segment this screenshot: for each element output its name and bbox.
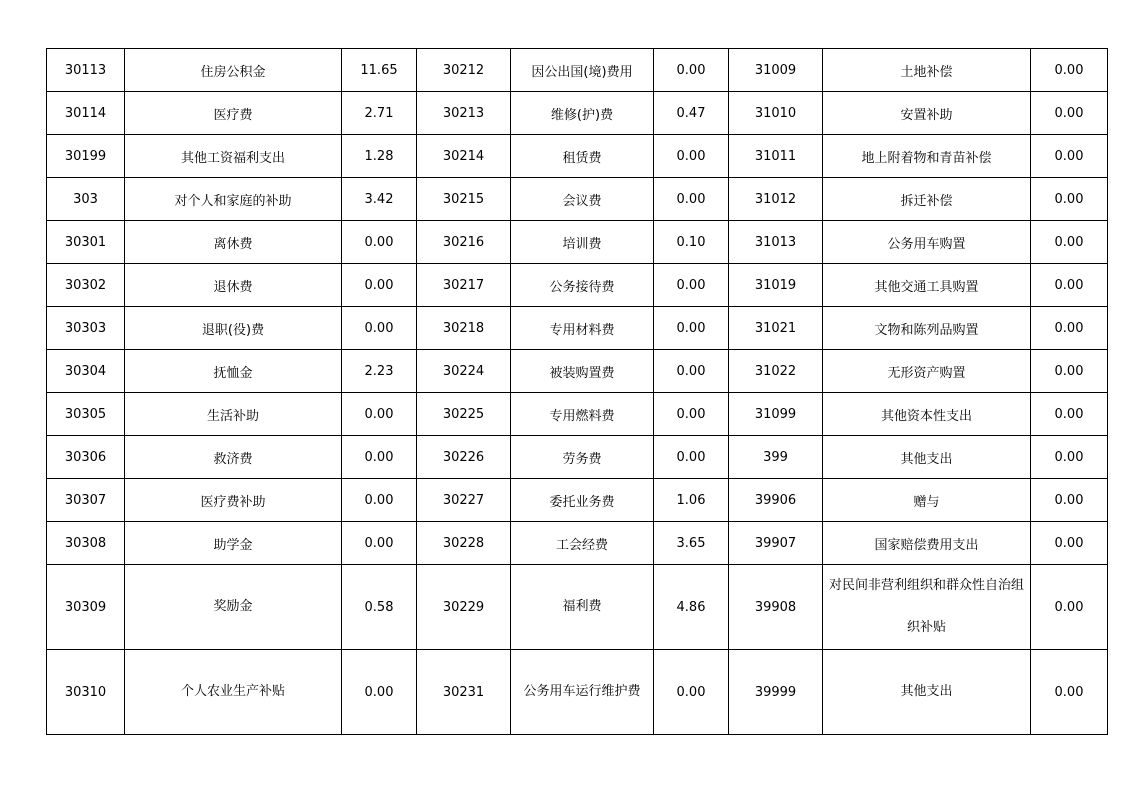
- amount-3: 0.00: [1031, 221, 1108, 264]
- subject-name-1: 医疗费补助: [125, 479, 342, 522]
- amount-1: 0.00: [342, 650, 417, 735]
- subject-code-2: 30225: [417, 393, 511, 436]
- subject-code-1: 30310: [47, 650, 125, 735]
- subject-name-2: 专用材料费: [511, 307, 654, 350]
- subject-name-3: 无形资产购置: [823, 350, 1031, 393]
- subject-code-3: 39908: [729, 565, 823, 650]
- subject-name-1: 离休费: [125, 221, 342, 264]
- table-body: [47, 49, 1108, 735]
- amount-2: 0.10: [654, 221, 729, 264]
- amount-3: 0.00: [1031, 307, 1108, 350]
- amount-1: 2.23: [342, 350, 417, 393]
- table-row: [47, 135, 1108, 178]
- table-row: [47, 178, 1108, 221]
- amount-3: 0.00: [1031, 264, 1108, 307]
- subject-name-3: 安置补助: [823, 92, 1031, 135]
- subject-name-1: 奖励金: [125, 565, 342, 650]
- subject-name-1: 医疗费: [125, 92, 342, 135]
- subject-name-2: 公务接待费: [511, 264, 654, 307]
- amount-1: 0.00: [342, 307, 417, 350]
- table-row: [47, 436, 1108, 479]
- subject-code-3: 31019: [729, 264, 823, 307]
- subject-name-2: 劳务费: [511, 436, 654, 479]
- table-row: [47, 307, 1108, 350]
- subject-name-3: 文物和陈列品购置: [823, 307, 1031, 350]
- subject-name-1: 住房公积金: [125, 49, 342, 92]
- subject-code-2: 30224: [417, 350, 511, 393]
- subject-name-2: 工会经费: [511, 522, 654, 565]
- subject-code-2: 30231: [417, 650, 511, 735]
- subject-name-3: 赠与: [823, 479, 1031, 522]
- subject-code-2: 30226: [417, 436, 511, 479]
- amount-2: 0.00: [654, 49, 729, 92]
- subject-name-1: 其他工资福利支出: [125, 135, 342, 178]
- subject-code-3: 31013: [729, 221, 823, 264]
- subject-code-1: 30199: [47, 135, 125, 178]
- table-row: [47, 92, 1108, 135]
- amount-2: 0.00: [654, 393, 729, 436]
- amount-2: 0.00: [654, 350, 729, 393]
- subject-name-2: 培训费: [511, 221, 654, 264]
- amount-3: 0.00: [1031, 436, 1108, 479]
- subject-name-2: 公务用车运行维护费: [511, 650, 654, 735]
- subject-code-3: 399: [729, 436, 823, 479]
- amount-1: 1.28: [342, 135, 417, 178]
- table-row: [47, 221, 1108, 264]
- subject-name-2: 被装购置费: [511, 350, 654, 393]
- subject-code-1: 30306: [47, 436, 125, 479]
- subject-code-2: 30217: [417, 264, 511, 307]
- amount-2: 0.00: [654, 264, 729, 307]
- subject-name-1: 抚恤金: [125, 350, 342, 393]
- budget-expenditure-table: [46, 48, 1108, 735]
- subject-name-1: 对个人和家庭的补助: [125, 178, 342, 221]
- amount-1: 0.58: [342, 565, 417, 650]
- amount-2: 0.00: [654, 436, 729, 479]
- amount-1: 0.00: [342, 393, 417, 436]
- subject-code-3: 31009: [729, 49, 823, 92]
- amount-2: 0.00: [654, 650, 729, 735]
- amount-3: 0.00: [1031, 350, 1108, 393]
- subject-name-1: 退职(役)费: [125, 307, 342, 350]
- subject-code-3: 39999: [729, 650, 823, 735]
- amount-3: 0.00: [1031, 178, 1108, 221]
- subject-name-2: 租赁费: [511, 135, 654, 178]
- amount-3: 0.00: [1031, 650, 1108, 735]
- table-row: [47, 522, 1108, 565]
- amount-3: 0.00: [1031, 393, 1108, 436]
- subject-code-1: 30309: [47, 565, 125, 650]
- subject-code-3: 31012: [729, 178, 823, 221]
- table-row: [47, 393, 1108, 436]
- subject-name-3: 其他支出: [823, 650, 1031, 735]
- amount-2: 0.00: [654, 178, 729, 221]
- amount-3: 0.00: [1031, 522, 1108, 565]
- table-row: [47, 565, 1108, 650]
- amount-1: 0.00: [342, 436, 417, 479]
- subject-name-3: 对民间非营利组织和群众性自治组织补贴: [823, 565, 1031, 650]
- subject-code-2: 30213: [417, 92, 511, 135]
- subject-name-3: 其他资本性支出: [823, 393, 1031, 436]
- amount-1: 2.71: [342, 92, 417, 135]
- subject-code-2: 30214: [417, 135, 511, 178]
- amount-2: 0.00: [654, 307, 729, 350]
- subject-code-3: 31011: [729, 135, 823, 178]
- amount-2: 1.06: [654, 479, 729, 522]
- table-row: [47, 650, 1108, 735]
- subject-code-1: 30308: [47, 522, 125, 565]
- subject-code-1: 30307: [47, 479, 125, 522]
- amount-2: 0.00: [654, 135, 729, 178]
- table-row: [47, 49, 1108, 92]
- subject-name-1: 救济费: [125, 436, 342, 479]
- subject-code-3: 31022: [729, 350, 823, 393]
- subject-name-1: 生活补助: [125, 393, 342, 436]
- amount-1: 11.65: [342, 49, 417, 92]
- amount-2: 0.47: [654, 92, 729, 135]
- subject-name-1: 个人农业生产补贴: [125, 650, 342, 735]
- amount-1: 0.00: [342, 522, 417, 565]
- subject-code-2: 30216: [417, 221, 511, 264]
- amount-3: 0.00: [1031, 479, 1108, 522]
- subject-code-3: 31099: [729, 393, 823, 436]
- amount-3: 0.00: [1031, 565, 1108, 650]
- amount-3: 0.00: [1031, 92, 1108, 135]
- subject-name-3: 地上附着物和青苗补偿: [823, 135, 1031, 178]
- subject-code-2: 30229: [417, 565, 511, 650]
- subject-name-3: 其他支出: [823, 436, 1031, 479]
- subject-code-3: 39906: [729, 479, 823, 522]
- subject-code-1: 30113: [47, 49, 125, 92]
- subject-name-3: 拆迁补偿: [823, 178, 1031, 221]
- table-row: [47, 479, 1108, 522]
- subject-name-3: 公务用车购置: [823, 221, 1031, 264]
- subject-name-2: 委托业务费: [511, 479, 654, 522]
- subject-code-2: 30227: [417, 479, 511, 522]
- subject-code-1: 30304: [47, 350, 125, 393]
- subject-code-2: 30228: [417, 522, 511, 565]
- table-row: [47, 264, 1108, 307]
- subject-name-2: 维修(护)费: [511, 92, 654, 135]
- subject-name-3: 其他交通工具购置: [823, 264, 1031, 307]
- subject-code-3: 31010: [729, 92, 823, 135]
- subject-code-1: 30302: [47, 264, 125, 307]
- subject-code-2: 30212: [417, 49, 511, 92]
- subject-name-1: 助学金: [125, 522, 342, 565]
- subject-code-3: 39907: [729, 522, 823, 565]
- amount-1: 0.00: [342, 479, 417, 522]
- subject-code-2: 30215: [417, 178, 511, 221]
- subject-code-1: 30301: [47, 221, 125, 264]
- amount-2: 3.65: [654, 522, 729, 565]
- subject-name-2: 因公出国(境)费用: [511, 49, 654, 92]
- subject-code-1: 30114: [47, 92, 125, 135]
- subject-name-3: 国家赔偿费用支出: [823, 522, 1031, 565]
- amount-1: 0.00: [342, 221, 417, 264]
- subject-name-3: 土地补偿: [823, 49, 1031, 92]
- amount-1: 3.42: [342, 178, 417, 221]
- subject-name-2: 会议费: [511, 178, 654, 221]
- subject-code-1: 303: [47, 178, 125, 221]
- subject-code-2: 30218: [417, 307, 511, 350]
- subject-code-1: 30305: [47, 393, 125, 436]
- amount-2: 4.86: [654, 565, 729, 650]
- subject-name-2: 专用燃料费: [511, 393, 654, 436]
- amount-1: 0.00: [342, 264, 417, 307]
- amount-3: 0.00: [1031, 49, 1108, 92]
- subject-name-2: 福利费: [511, 565, 654, 650]
- subject-code-1: 30303: [47, 307, 125, 350]
- subject-code-3: 31021: [729, 307, 823, 350]
- table-row: [47, 350, 1108, 393]
- amount-3: 0.00: [1031, 135, 1108, 178]
- subject-name-1: 退休费: [125, 264, 342, 307]
